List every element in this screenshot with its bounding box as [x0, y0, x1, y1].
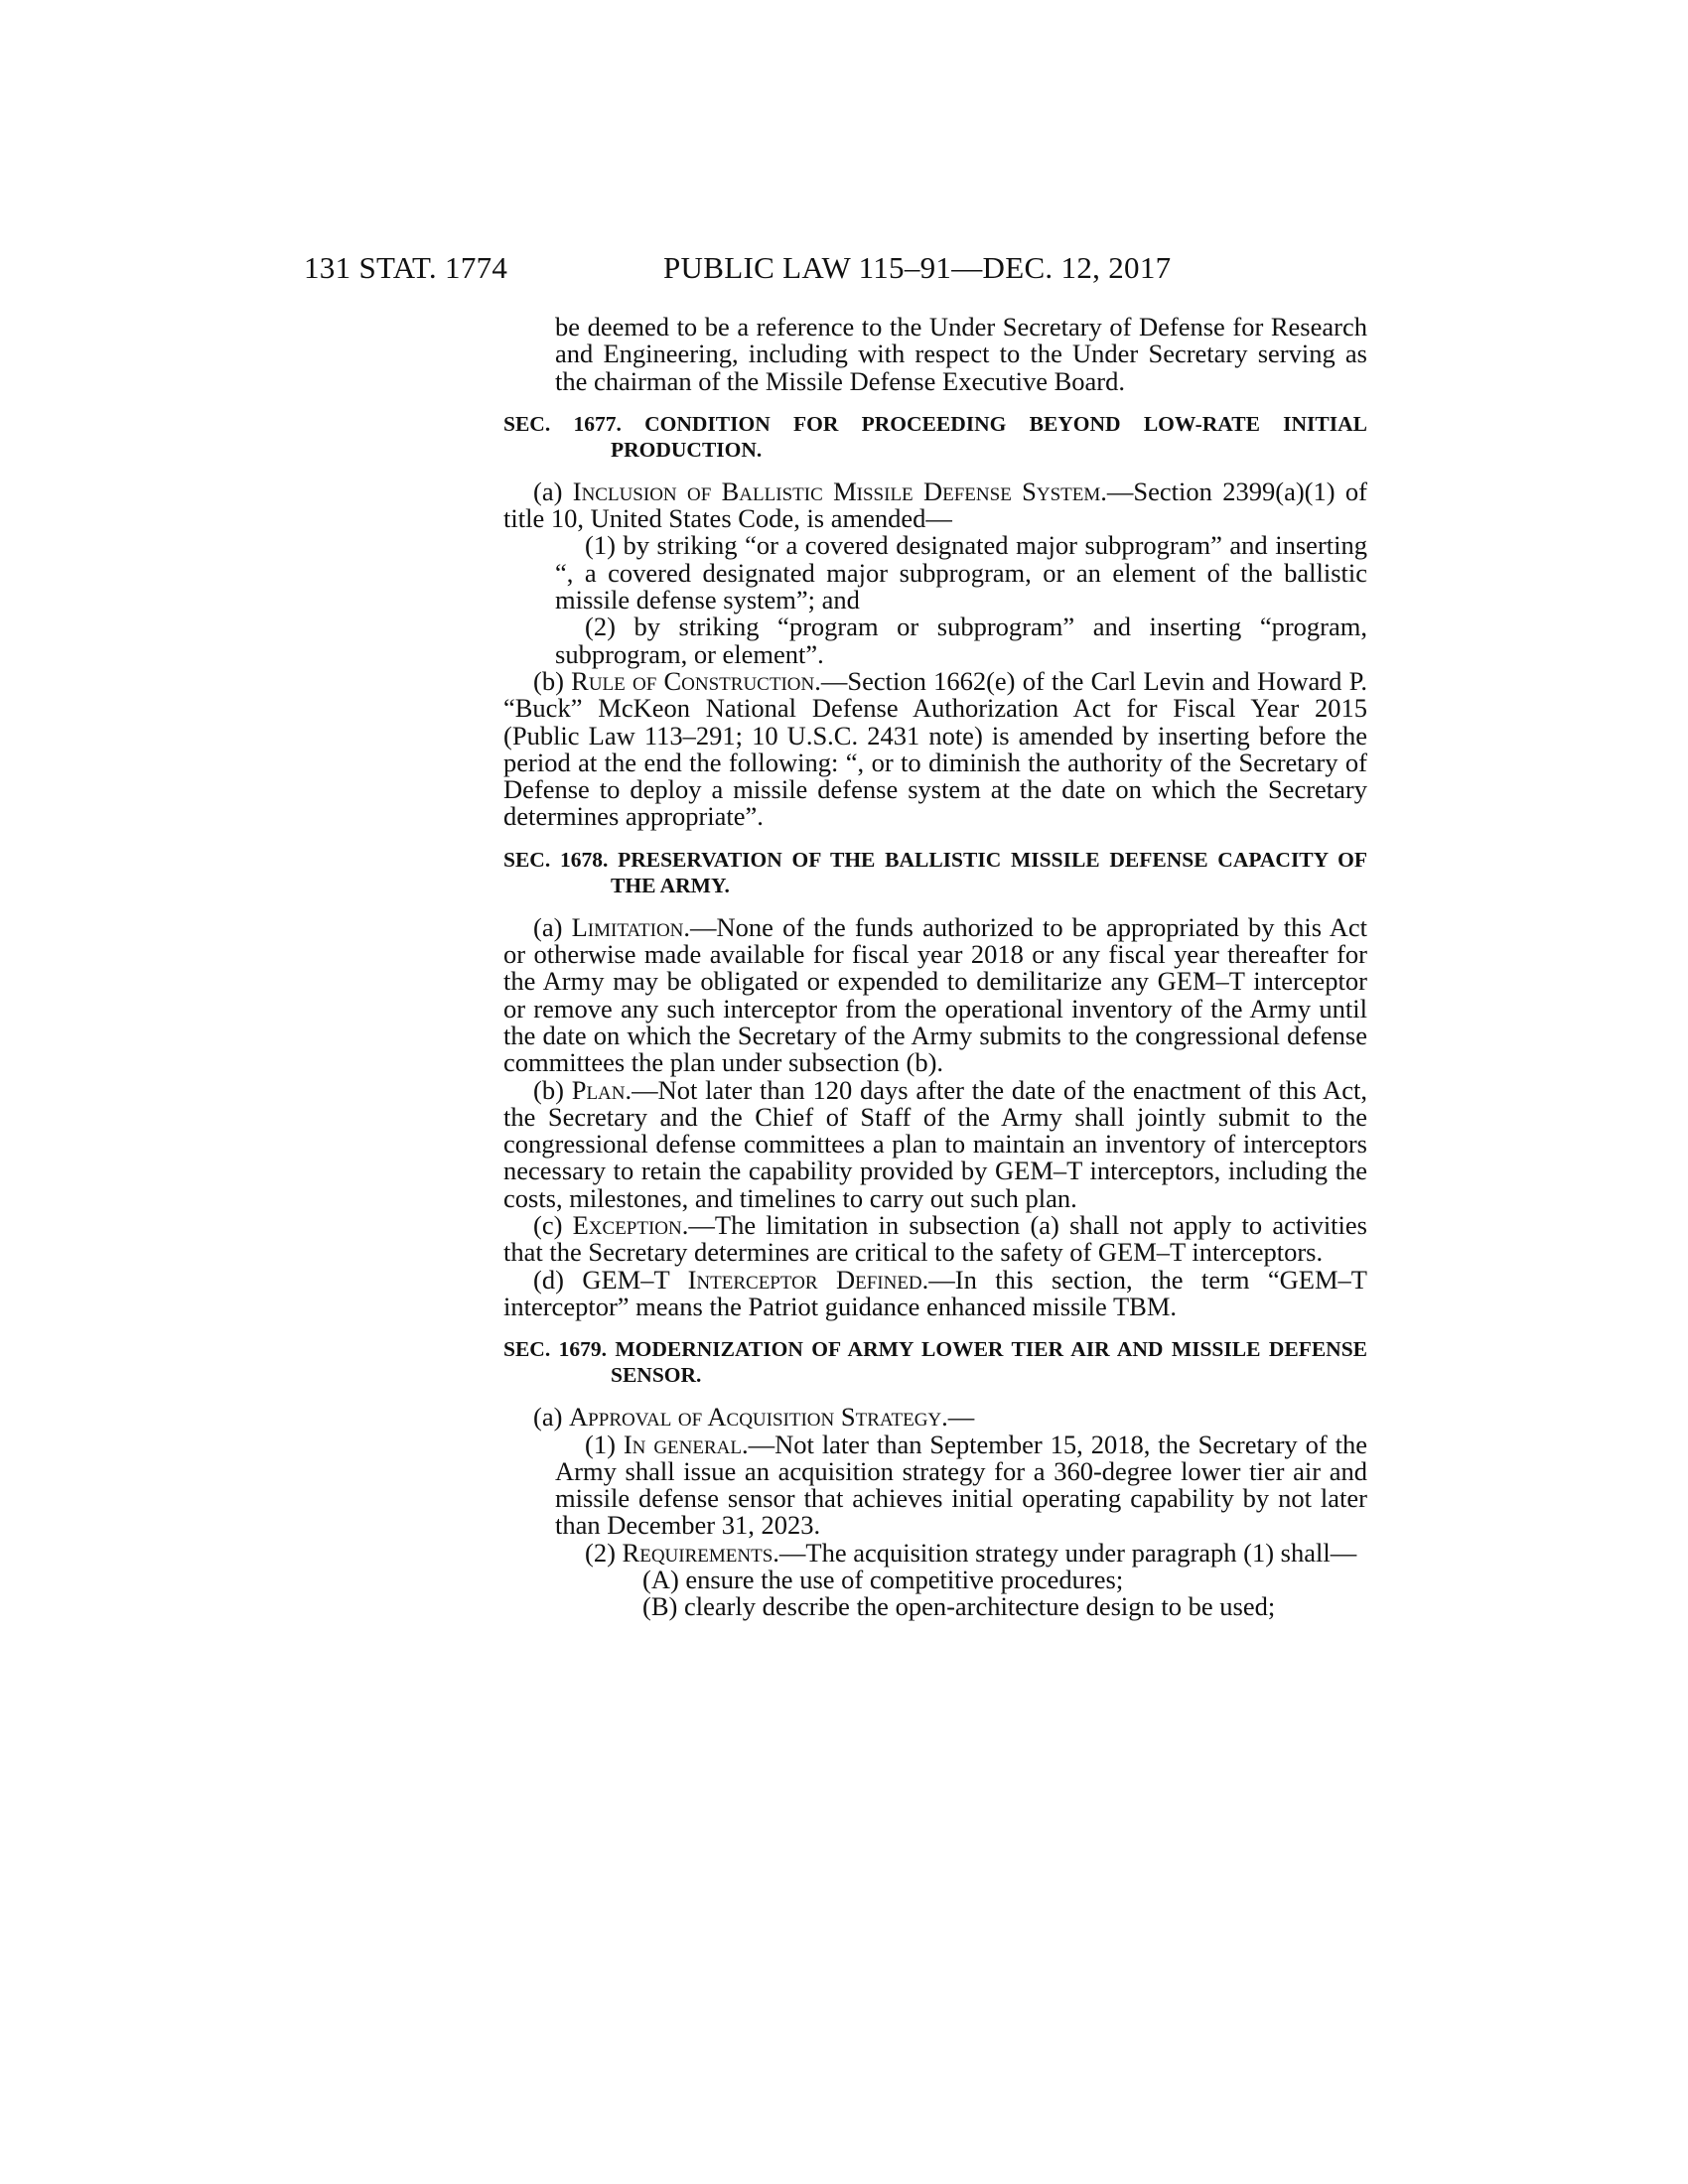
subsection-1677-b: (b) Rule of Construction.—Section 1662(e) of the Carl Levin and Howard P. “Buck” McKeon National Defense Authorization Act for Fiscal Year 2015 (Public Law 113–291; 10 U.S.C. 2431 note) is amended by inserting before the period at the end the following: “, or to diminish the authority of the Secretary of Defense to deploy a missile defense system at the date on which the Secretary determines appropriate”.	[503, 665, 1367, 832]
subsection-1678-a: (a) Limitation.—None of the funds authorized to be appropriated by this Act or otherwise made available for fiscal year 2018 or any fiscal year thereafter for the Army may be obligated or expended to demilitarize any GEM–T interceptor or remove any such interceptor from the operational inventory of the Army until the date on which the Secretary of the Army submits to the congressional defense committees the plan under subsection (b).	[503, 911, 1367, 1078]
subsection-1678-d: (d) GEM–T Interceptor Defined.—In this section, the term “GEM–T interceptor” means the Patriot guidance enhanced missile TBM.	[503, 1264, 1367, 1321]
continuation-paragraph: be deemed to be a reference to the Under Secretary of Defense for Research and Engineering, including with respect to the Under Secretary serving as the chairman of the Missile Defense Executive Board.	[555, 312, 1367, 396]
section-heading-1679: SEC. 1679. MODERNIZATION OF ARMY LOWER TIER AIR AND MISSILE DEFENSE SENSOR.	[503, 1337, 1367, 1388]
subsection-1678-b: (b) Plan.—Not later than 120 days after the date of the enactment of this Act, the Secretary and the Chief of Staff of the Army shall jointly submit to the congressional defense committees a plan to maintain an inventory of interceptors necessary to retain the capability provided by GEM–T interceptors, including the costs, milestones, and timelines to carry out such plan.	[503, 1074, 1367, 1213]
running-header: PUBLIC LAW 115–91—DEC. 12, 2017	[663, 250, 1172, 285]
paragraph-1679-a-2: (2) Requirements.—The acquisition strategy under paragraph (1) shall—	[585, 1537, 1357, 1568]
paragraph-1677-a-1: (1) by striking “or a covered designated major subprogram” and inserting “, a covered designated major subprogram, or an element of the ballistic missile defense system”; and	[555, 530, 1367, 615]
paragraph-1679-a-1: (1) In general.—Not later than September 15, 2018, the Secretary of the Army shall issue an acquisition strategy for a 360-degree lower tier air and missile defense sensor that achieves initial operating capability by not later than December 31, 2023.	[555, 1429, 1367, 1541]
paragraph-1677-a-2: (2) by striking “program or subprogram” and inserting “program, subprogram, or element”.	[555, 612, 1367, 669]
subsection-1679-a: (a) Approval of Acquisition Strategy.—	[533, 1402, 975, 1433]
paragraph-title: Requirements.	[622, 1537, 779, 1568]
section-heading-1678: SEC. 1678. PRESERVATION OF THE BALLISTIC MISSILE DEFENSE CAPACITY OF THE ARMY.	[503, 847, 1367, 897]
statute-citation: 131 STAT. 1774	[304, 250, 508, 285]
subsection-title: Limitation.	[571, 911, 691, 942]
subparagraph-1679-a-2-B: (B) clearly describe the open-architecture design to be used;	[642, 1591, 1276, 1622]
section-heading-1677: SEC. 1677. CONDITION FOR PROCEEDING BEYOND LOW-RATE INITIAL PRODUCTION.	[503, 411, 1367, 462]
subsection-title: Inclusion of Ballistic Missile Defense System.	[572, 476, 1107, 506]
subparagraph-1679-a-2-A: (A) ensure the use of competitive procedures;	[642, 1564, 1124, 1594]
subsection-title: Rule of Construction.	[571, 665, 821, 696]
subsection-title: Plan.	[571, 1074, 633, 1105]
subsection-title: Exception.	[572, 1210, 689, 1241]
paragraph-title: In general.	[623, 1429, 749, 1459]
document-body	[503, 314, 1367, 1621]
subsection-1677-a: (a) Inclusion of Ballistic Missile Defense System.—Section 2399(a)(1) of title 10, United States Code, is amended—	[503, 476, 1367, 534]
subsection-title: Approval of Acquisition Strategy.	[569, 1402, 948, 1433]
subsection-1678-c: (c) Exception.—The limitation in subsection (a) shall not apply to activities that the Secretary determines are critical to the safety of GEM–T interceptors.	[503, 1210, 1367, 1268]
subsection-title: GEM–T Interceptor Defined.	[582, 1264, 929, 1295]
